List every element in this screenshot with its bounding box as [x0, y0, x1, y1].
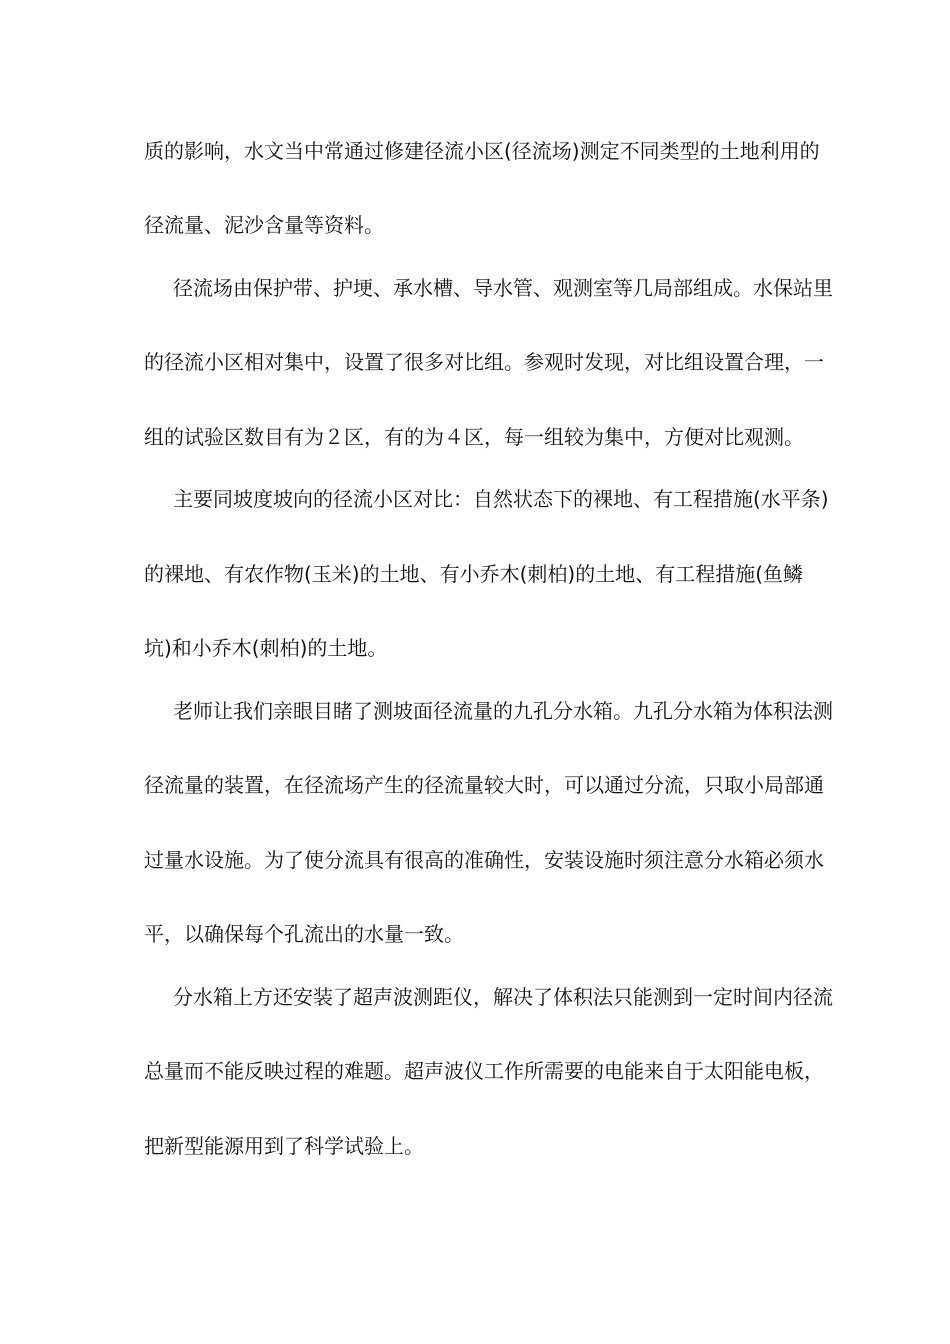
text-line: 组的试验区数目有为２区，有的为４区，每一组较为集中，方便对比观测。	[144, 425, 804, 449]
text-line: 径流量、泥沙含量等资料。	[144, 213, 384, 237]
text-line: 坑)和小乔木(刺柏)的土地。	[144, 636, 388, 660]
paragraph-first-line: 分水箱上方还安装了超声波测距仪，解决了体积法只能测到一定时间内径流	[173, 985, 833, 1009]
paragraph-first-line: 老师让我们亲眼目睹了测坡面径流量的九孔分水箱。九孔分水箱为体积法测	[173, 699, 833, 723]
text-line: 总量而不能反映过程的难题。超声波仪工作所需要的电能来自于太阳能电板，	[144, 1059, 824, 1083]
paragraph-first-line: 主要同坡度坡向的径流小区对比：自然状态下的裸地、有工程措施(水平条)	[173, 487, 829, 511]
paragraph-first-line: 径流场由保护带、护埂、承水槽、导水管、观测室等几局部组成。水保站里	[173, 276, 833, 300]
text-line: 的径流小区相对集中，设置了很多对比组。参观时发现，对比组设置合理，一	[144, 350, 824, 374]
text-line: 平，以确保每个孔流出的水量一致。	[144, 922, 464, 946]
text-line: 把新型能源用到了科学试验上。	[144, 1134, 424, 1158]
text-line: 过量水设施。为了使分流具有很高的准确性，安装设施时须注意分水箱必须水	[144, 848, 824, 872]
text-line: 的裸地、有农作物(玉米)的土地、有小乔木(刺柏)的土地、有工程措施(鱼鳞	[144, 562, 804, 586]
text-line: 质的影响，水文当中常通过修建径流小区(径流场)测定不同类型的土地利用的	[144, 139, 820, 163]
text-line: 径流量的装置，在径流场产生的径流量较大时，可以通过分流，只取小局部通	[144, 773, 824, 797]
